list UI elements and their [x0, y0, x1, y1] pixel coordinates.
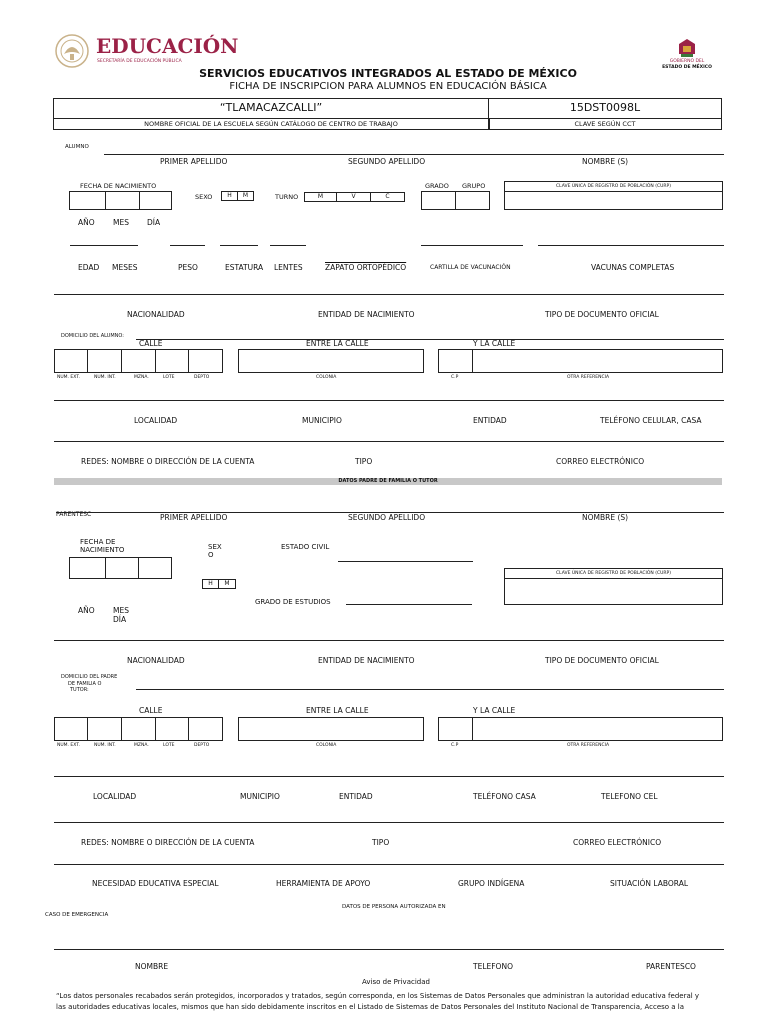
tutor-sexo-h-checkbox[interactable]: H — [202, 579, 219, 589]
birth-day-box[interactable] — [139, 191, 172, 210]
lentes-label: LENTES — [274, 263, 303, 272]
grado-estudios-label: GRADO DE ESTUDIOS — [255, 598, 331, 606]
logo-title: EDUCACIÓN — [96, 34, 239, 58]
vacunas-line[interactable] — [538, 245, 724, 246]
localidad-line[interactable] — [54, 400, 724, 401]
num-int-box[interactable] — [87, 349, 122, 373]
anio-label: AÑO — [78, 218, 95, 227]
tutor-birth-year-box[interactable] — [69, 557, 106, 579]
privacy-title: Aviso de Privacidad — [362, 978, 430, 986]
grupo-indigena-label: GRUPO INDÍGENA — [458, 879, 525, 888]
dia-label: DÍA — [147, 218, 161, 227]
turno-c-checkbox[interactable]: C — [370, 192, 405, 202]
tutor-y-calle-label: Y LA CALLE — [473, 706, 516, 715]
eagle-seal-icon — [54, 32, 90, 70]
tutor-lote-label: LOTE — [163, 743, 175, 748]
domicilio-label: DOMICILIO DEL ALUMNO: — [61, 333, 124, 339]
entidad-nac-label: ENTIDAD DE NACIMIENTO — [318, 310, 415, 319]
tutor-dia-label: DÍA — [113, 615, 127, 624]
tutor-nacionalidad-line[interactable] — [54, 640, 724, 641]
herramienta-label: HERRAMIENTA DE APOYO — [276, 879, 371, 888]
lentes-line[interactable] — [270, 245, 306, 246]
telefono-label: TELÉFONO CELULAR, CASA — [600, 416, 702, 425]
school-name: “TLAMACAZCALLI” — [219, 101, 323, 114]
tutor-anio-label: AÑO — [78, 606, 95, 615]
estado-civil-line[interactable] — [338, 561, 473, 562]
tutor-lote-box[interactable] — [155, 717, 189, 741]
tutor-section-title: DATOS PADRE DE FAMILIA O TUTOR — [338, 478, 438, 484]
tutor-colonia-box[interactable] — [238, 717, 424, 741]
estado-civil-label: ESTADO CIVIL — [281, 543, 330, 551]
grupo-label: GRUPO — [462, 182, 486, 190]
tutor-cp-label: C.P — [451, 743, 459, 748]
tutor-mzna-label: MZNA. — [134, 743, 149, 748]
num-int-label: NUM. INT. — [94, 375, 116, 380]
segundo-apellido-label: SEGUNDO APELLIDO — [348, 157, 426, 166]
primer-apellido-label: PRIMER APELLIDO — [160, 157, 228, 166]
grado-estudios-line[interactable] — [346, 604, 472, 605]
tutor-tipo-doc-label: TIPO DE DOCUMENTO OFICIAL — [545, 656, 659, 665]
municipio-label: MUNICIPIO — [302, 416, 342, 425]
peso-line[interactable] — [170, 245, 205, 246]
tutor-sexo-m-checkbox[interactable]: M — [218, 579, 236, 589]
tutor-domicilio-label-2: DE FAMILIA O — [68, 681, 102, 687]
nombre-label: NOMBRE (S) — [582, 157, 629, 166]
tutor-localidad-label: LOCALIDAD — [93, 792, 137, 801]
tutor-otra-ref-label: OTRA REFERENCIA — [567, 743, 610, 748]
tutor-redes-label: REDES: NOMBRE O DIRECCIÓN DE LA CUENTA — [81, 838, 255, 847]
parentesco-label: PARENTESC — [56, 511, 92, 518]
vacunas-label: VACUNAS COMPLETAS — [591, 263, 675, 272]
correo-label: CORREO ELECTRÓNICO — [556, 457, 645, 466]
grado-label: GRADO — [425, 182, 449, 190]
tutor-entre-calle-label: ENTRE LA CALLE — [306, 706, 369, 715]
estatura-line[interactable] — [220, 245, 258, 246]
privacy-line-2: las autoridades educativas locales, mismos que han sido debidamente inscritos en el Listado de Sistemas de Datos Personales del Instituto Nacional de Transparencia, Acceso a la — [56, 1003, 685, 1011]
edad-label: EDAD — [78, 263, 100, 272]
tutor-mzna-box[interactable] — [121, 717, 156, 741]
tipo-doc-label: TIPO DE DOCUMENTO OFICIAL — [545, 310, 659, 319]
tutor-entidad-nac-label: ENTIDAD DE NACIMIENTO — [318, 656, 415, 665]
emergency-parentesco-label: PARENTESCO — [646, 962, 696, 971]
tutor-num-int-label: NUM. INT. — [94, 743, 116, 748]
colonia-label: COLONIA — [316, 375, 337, 380]
page-subtitle: FICHA DE INSCRIPCION PARA ALUMNOS EN EDUCACIÓN BÁSICA — [229, 81, 547, 92]
turno-label: TURNO — [275, 193, 299, 201]
tutor-localidad-line[interactable] — [54, 776, 724, 777]
num-ext-box[interactable] — [54, 349, 88, 373]
school-cct-caption: CLAVE SEGÚN CCT — [574, 120, 636, 128]
depto-label: DEPTO — [194, 375, 210, 380]
sexo-h-checkbox[interactable]: H — [221, 191, 238, 201]
redes-label: REDES: NOMBRE O DIRECCIÓN DE LA CUENTA — [81, 457, 255, 466]
edad-line[interactable] — [70, 245, 138, 246]
school-name-caption: NOMBRE OFICIAL DE LA ESCUELA SEGÚN CATÁLOGO DE CENTRO DE TRABAJO — [144, 120, 398, 128]
tutor-depto-box[interactable] — [188, 717, 223, 741]
tutor-tel-casa-label: TELÉFONO CASA — [473, 792, 536, 801]
birth-month-box[interactable] — [105, 191, 140, 210]
emergency-telefono-label: TELEFONO — [473, 962, 513, 971]
tutor-mes-label: MES — [113, 606, 129, 615]
fecha-nacimiento-label: FECHA DE NACIMIENTO — [80, 182, 157, 190]
nacionalidad-line[interactable] — [54, 294, 724, 295]
tutor-curp-label: CLAVE ÚNICA DE REGISTRO DE POBLACIÓN (CURP) — [555, 571, 672, 576]
peso-label: PESO — [178, 263, 198, 272]
nacionalidad-label: NACIONALIDAD — [127, 310, 185, 319]
otra-ref-label: OTRA REFERENCIA — [567, 375, 610, 380]
logo-subtitle: SECRETARÍA DE EDUCACIÓN PÚBLICA — [97, 59, 182, 64]
entre-calle-label: ENTRE LA CALLE — [306, 339, 369, 348]
tutor-sexo-label-1: SEX — [208, 543, 222, 551]
colonia-box[interactable] — [238, 349, 424, 373]
tutor-municipio-label: MUNICIPIO — [240, 792, 280, 801]
tutor-tel-cel-label: TELEFONO CEL — [601, 792, 658, 801]
cartilla-label: CARTILLA DE VACUNACIÓN — [430, 264, 511, 271]
tutor-redes-line[interactable] — [54, 822, 724, 823]
entidad-label: ENTIDAD — [473, 416, 507, 425]
caso-emergencia-label: CASO DE EMERGENCIA — [45, 912, 109, 918]
curp-label: CLAVE ÚNICA DE REGISTRO DE POBLACIÓN (CURP) — [555, 184, 672, 189]
tutor-num-ext-label: NUM. EXT. — [57, 743, 80, 748]
gov-logo-top: GOBIERNO DEL — [669, 59, 705, 64]
estatura-label: ESTATURA — [225, 263, 264, 272]
necesidad-line[interactable] — [54, 864, 724, 865]
zapato-label: ZAPATO ORTOPÉDICO — [325, 263, 407, 272]
tutor-sexo-label-2: O — [208, 551, 214, 559]
birth-year-box[interactable] — [69, 191, 106, 210]
tutor-nacionalidad-label: NACIONALIDAD — [127, 656, 185, 665]
tutor-num-int-box[interactable] — [87, 717, 122, 741]
num-ext-label: NUM. EXT. — [57, 375, 80, 380]
curp-field[interactable] — [504, 191, 723, 210]
sep-logo — [54, 32, 239, 72]
cp-label: C.P — [451, 375, 459, 380]
redes-line[interactable] — [54, 441, 724, 442]
gov-logo-bottom: ESTADO DE MÉXICO — [662, 65, 712, 70]
lote-box[interactable] — [155, 349, 189, 373]
sexo-m-checkbox[interactable]: M — [237, 191, 254, 201]
tutor-num-ext-box[interactable] — [54, 717, 88, 741]
tutor-calle-label: CALLE — [139, 706, 163, 715]
tutor-cp-box[interactable] — [438, 717, 473, 741]
mzna-box[interactable] — [121, 349, 156, 373]
calle-label: CALLE — [139, 339, 163, 348]
tutor-segundo-apellido-label: SEGUNDO APELLIDO — [348, 513, 426, 522]
tutor-otra-ref-box[interactable] — [472, 717, 723, 741]
alumno-label: ALUMNO — [65, 144, 89, 150]
meses-label: MESES — [112, 263, 138, 272]
state-crest-icon — [677, 38, 697, 58]
turno-m-checkbox[interactable]: M — [304, 192, 337, 202]
emergency-line[interactable] — [54, 949, 724, 950]
y-calle-label: Y LA CALLE — [473, 339, 516, 348]
tutor-primer-apellido-label: PRIMER APELLIDO — [160, 513, 228, 522]
tutor-domicilio-line[interactable] — [136, 689, 724, 690]
tutor-correo-label: CORREO ELECTRÓNICO — [573, 838, 662, 847]
grupo-box[interactable] — [455, 191, 490, 210]
tutor-depto-label: DEPTO — [194, 743, 210, 748]
tutor-tipo-label: TIPO — [372, 838, 390, 847]
autorizada-label: DATOS DE PERSONA AUTORIZADA EN — [342, 904, 446, 910]
emergency-nombre-label: NOMBRE — [135, 962, 169, 971]
tutor-colonia-label: COLONIA — [316, 743, 337, 748]
tutor-birth-month-box[interactable] — [105, 557, 139, 579]
tutor-nombre-label: NOMBRE (S) — [582, 513, 629, 522]
cp-box[interactable] — [438, 349, 473, 373]
depto-box[interactable] — [188, 349, 223, 373]
cartilla-line[interactable] — [421, 245, 523, 246]
mzna-label: MZNA. — [134, 375, 149, 380]
page-title: SERVICIOS EDUCATIVOS INTEGRADOS AL ESTADO DE MÉXICO — [199, 67, 577, 80]
domicilio-line[interactable] — [136, 339, 724, 340]
necesidad-label: NECESIDAD EDUCATIVA ESPECIAL — [92, 879, 219, 888]
tutor-entidad-label: ENTIDAD — [339, 792, 373, 801]
otra-ref-box[interactable] — [472, 349, 723, 373]
mes-label: MES — [113, 218, 129, 227]
tutor-birth-day-box[interactable] — [138, 557, 172, 579]
tipo-label: TIPO — [355, 457, 373, 466]
school-cct: 15DST0098L — [569, 101, 641, 114]
tutor-domicilio-label-1: DOMICILIO DEL PADRE — [61, 674, 118, 680]
alumno-name-line[interactable] — [104, 154, 724, 155]
privacy-line-1: “Los datos personales recabados serán protegidos, incorporados y tratados, según corresponda, en los Sistemas de Datos Personales que administran la autoridad educativa federal y — [56, 992, 700, 1000]
localidad-label: LOCALIDAD — [134, 416, 178, 425]
lote-label: LOTE — [163, 375, 175, 380]
situacion-label: SITUACIÓN LABORAL — [610, 879, 689, 888]
tutor-fecha-label-1: FECHA DE — [80, 538, 116, 546]
tutor-fecha-label-2: NACIMIENTO — [80, 546, 125, 554]
turno-v-checkbox[interactable]: V — [336, 192, 371, 202]
sexo-label: SEXO — [195, 193, 213, 201]
tutor-domicilio-label-3: TUTOR: — [70, 687, 89, 693]
tutor-curp-field[interactable] — [504, 578, 723, 605]
grado-box[interactable] — [421, 191, 456, 210]
